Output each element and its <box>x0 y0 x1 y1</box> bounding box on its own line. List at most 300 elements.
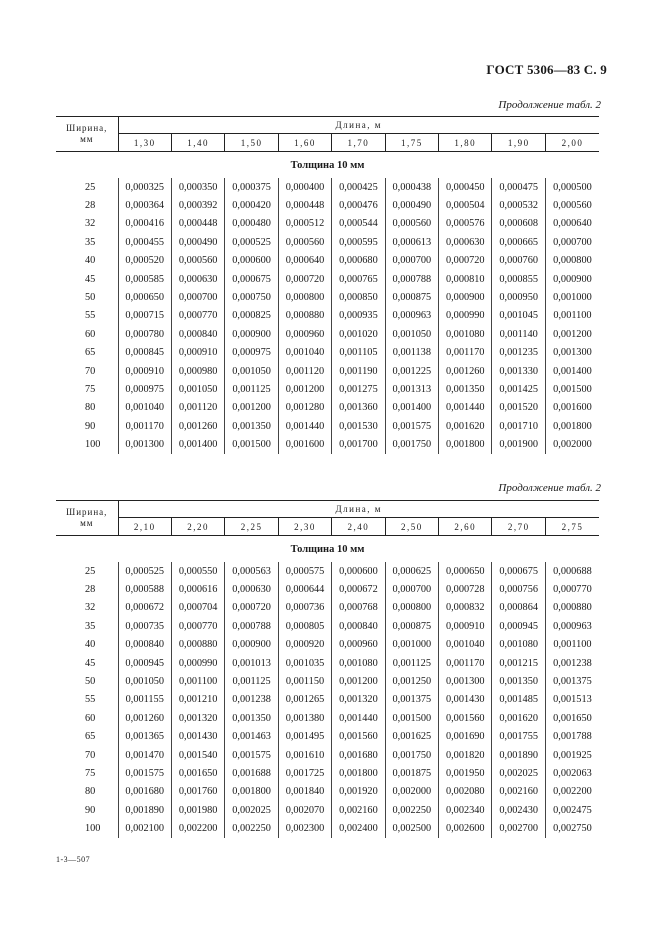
value-cell: 0,001840 <box>278 783 331 801</box>
value-cell: 0,000595 <box>332 233 385 251</box>
value-cell: 0,001050 <box>171 380 224 398</box>
table-row <box>56 728 599 746</box>
table-row <box>56 288 599 306</box>
value-cell: 0,000920 <box>278 636 331 654</box>
value-cell: 0,000490 <box>171 233 224 251</box>
width-cell: 25 <box>85 181 96 193</box>
width-cell: 25 <box>85 565 96 577</box>
value-cell: 0,000650 <box>439 562 492 580</box>
length-value: 2,75 <box>545 518 599 536</box>
table-row <box>56 562 599 580</box>
value-cell: 0,000448 <box>171 215 224 233</box>
value-cell: 0,001250 <box>385 672 438 690</box>
value-cell: 0,001080 <box>439 325 492 343</box>
value-cell: 0,000613 <box>385 233 438 251</box>
value-cell: 0,001215 <box>492 654 545 672</box>
width-cell: 45 <box>85 657 96 669</box>
value-cell: 0,000728 <box>439 580 492 598</box>
value-cell: 0,001170 <box>118 417 171 435</box>
value-cell: 0,001330 <box>492 362 545 380</box>
value-cell: 0,001440 <box>332 709 385 727</box>
value-cell: 0,001100 <box>171 672 224 690</box>
length-value: 1,75 <box>385 134 438 152</box>
value-cell: 0,000864 <box>492 599 545 617</box>
value-cell: 0,000616 <box>171 580 224 598</box>
table-row <box>56 636 599 654</box>
length-value: 2,20 <box>171 518 224 536</box>
value-cell: 0,001875 <box>385 764 438 782</box>
value-cell: 0,000700 <box>385 252 438 270</box>
width-cell: 80 <box>85 402 96 414</box>
value-cell: 0,002160 <box>492 783 545 801</box>
value-cell: 0,000832 <box>439 599 492 617</box>
value-cell: 0,002250 <box>225 819 278 837</box>
width-cell: 75 <box>85 767 96 779</box>
value-cell: 0,000840 <box>332 617 385 635</box>
value-cell: 0,001260 <box>118 709 171 727</box>
width-cell: 35 <box>85 236 96 248</box>
value-cell: 0,001210 <box>171 691 224 709</box>
value-cell: 0,001750 <box>385 746 438 764</box>
value-cell: 0,000600 <box>225 252 278 270</box>
value-cell: 0,000560 <box>171 252 224 270</box>
width-cell: 70 <box>85 749 96 761</box>
value-cell: 0,000768 <box>332 599 385 617</box>
value-cell: 0,001620 <box>439 417 492 435</box>
value-cell: 0,000688 <box>545 562 599 580</box>
weight-table-1 <box>56 116 599 454</box>
value-cell: 0,000880 <box>545 599 599 617</box>
value-cell: 0,001225 <box>385 362 438 380</box>
value-cell: 0,001200 <box>545 325 599 343</box>
value-cell: 0,001950 <box>439 764 492 782</box>
value-cell: 0,000680 <box>332 252 385 270</box>
width-cell: 28 <box>85 584 96 596</box>
value-cell: 0,001350 <box>225 709 278 727</box>
value-cell: 0,001980 <box>171 801 224 819</box>
value-cell: 0,001050 <box>118 672 171 690</box>
value-cell: 0,001800 <box>545 417 599 435</box>
value-cell: 0,000450 <box>439 178 492 196</box>
value-cell: 0,000975 <box>225 344 278 362</box>
table-row <box>56 599 599 617</box>
weight-table-2 <box>56 500 599 838</box>
table-row <box>56 325 599 343</box>
value-cell: 0,001710 <box>492 417 545 435</box>
value-cell: 0,001750 <box>385 435 438 453</box>
value-cell: 0,001125 <box>225 672 278 690</box>
value-cell: 0,000960 <box>332 636 385 654</box>
value-cell: 0,000910 <box>171 344 224 362</box>
value-cell: 0,001105 <box>332 344 385 362</box>
value-cell: 0,000576 <box>439 215 492 233</box>
value-cell: 0,000840 <box>118 636 171 654</box>
value-cell: 0,000672 <box>118 599 171 617</box>
width-cell: 50 <box>85 676 96 688</box>
value-cell: 0,000600 <box>332 562 385 580</box>
value-cell: 0,000880 <box>171 636 224 654</box>
value-cell: 0,000392 <box>171 196 224 214</box>
table-row <box>56 435 599 453</box>
value-cell: 0,000765 <box>332 270 385 288</box>
value-cell: 0,001260 <box>171 417 224 435</box>
value-cell: 0,001600 <box>278 435 331 453</box>
header-row <box>56 501 599 518</box>
value-cell: 0,001300 <box>439 672 492 690</box>
value-cell: 0,001140 <box>492 325 545 343</box>
value-cell: 0,000910 <box>118 362 171 380</box>
table-row <box>56 783 599 801</box>
width-cell: 100 <box>85 823 101 835</box>
value-cell: 0,002200 <box>171 819 224 837</box>
value-cell: 0,000588 <box>118 580 171 598</box>
value-cell: 0,001470 <box>118 746 171 764</box>
value-cell: 0,001820 <box>439 746 492 764</box>
value-cell: 0,000980 <box>171 362 224 380</box>
value-cell: 0,001200 <box>278 380 331 398</box>
value-cell: 0,000448 <box>278 196 331 214</box>
value-cell: 0,000630 <box>171 270 224 288</box>
value-cell: 0,001925 <box>545 746 599 764</box>
value-cell: 0,001575 <box>225 746 278 764</box>
width-cell: 55 <box>85 310 96 322</box>
value-cell: 0,000780 <box>118 325 171 343</box>
value-cell: 0,001900 <box>492 435 545 453</box>
value-cell: 0,000560 <box>385 215 438 233</box>
length-value: 2,25 <box>225 518 278 536</box>
value-cell: 0,001400 <box>545 362 599 380</box>
value-cell: 0,001375 <box>545 672 599 690</box>
value-cell: 0,000563 <box>225 562 278 580</box>
width-cell: 90 <box>85 804 96 816</box>
value-cell: 0,000770 <box>545 580 599 598</box>
value-cell: 0,000585 <box>118 270 171 288</box>
value-cell: 0,001313 <box>385 380 438 398</box>
continuation-caption-1: Продолжение табл. 2 <box>498 99 601 111</box>
table-row <box>56 801 599 819</box>
value-cell: 0,000525 <box>225 233 278 251</box>
length-value: 2,30 <box>278 518 331 536</box>
width-cell: 65 <box>85 347 96 359</box>
value-cell: 0,001200 <box>332 672 385 690</box>
value-cell: 0,000715 <box>118 307 171 325</box>
value-cell: 0,000700 <box>171 288 224 306</box>
width-cell: 28 <box>85 200 96 212</box>
width-cell: 35 <box>85 620 96 632</box>
section-title: Толщина 10 мм <box>290 543 365 555</box>
value-cell: 0,001575 <box>118 764 171 782</box>
width-cell: 65 <box>85 731 96 743</box>
value-cell: 0,001375 <box>385 691 438 709</box>
value-cell: 0,002160 <box>332 801 385 819</box>
value-cell: 0,002700 <box>492 819 545 837</box>
value-cell: 0,000350 <box>171 178 224 196</box>
length-value: 1,30 <box>118 134 171 152</box>
value-cell: 0,001760 <box>171 783 224 801</box>
value-cell: 0,001020 <box>332 325 385 343</box>
value-cell: 0,000490 <box>385 196 438 214</box>
value-cell: 0,001350 <box>225 417 278 435</box>
table-row <box>56 344 599 362</box>
value-cell: 0,001350 <box>492 672 545 690</box>
value-cell: 0,001040 <box>439 636 492 654</box>
value-cell: 0,000630 <box>225 580 278 598</box>
value-cell: 0,002000 <box>545 435 599 453</box>
value-cell: 0,001125 <box>385 654 438 672</box>
value-cell: 0,001680 <box>332 746 385 764</box>
value-cell: 0,001920 <box>332 783 385 801</box>
value-cell: 0,000630 <box>439 233 492 251</box>
value-cell: 0,000675 <box>225 270 278 288</box>
width-cell: 60 <box>85 712 96 724</box>
width-cell: 50 <box>85 292 96 304</box>
value-cell: 0,000963 <box>385 307 438 325</box>
value-cell: 0,002250 <box>385 801 438 819</box>
value-cell: 0,000544 <box>332 215 385 233</box>
table-row <box>56 764 599 782</box>
value-cell: 0,001100 <box>545 636 599 654</box>
value-cell: 0,000788 <box>385 270 438 288</box>
value-cell: 0,001485 <box>492 691 545 709</box>
value-cell: 0,001155 <box>118 691 171 709</box>
value-cell: 0,002063 <box>545 764 599 782</box>
length-value: 1,40 <box>171 134 224 152</box>
value-cell: 0,001150 <box>278 672 331 690</box>
value-cell: 0,000608 <box>492 215 545 233</box>
value-cell: 0,001540 <box>171 746 224 764</box>
value-cell: 0,000945 <box>492 617 545 635</box>
value-cell: 0,001050 <box>225 362 278 380</box>
value-cell: 0,000375 <box>225 178 278 196</box>
value-cell: 0,000560 <box>278 233 331 251</box>
length-value: 1,60 <box>278 134 331 152</box>
table-row <box>56 196 599 214</box>
length-header: Длина, м <box>118 117 599 134</box>
value-cell: 0,001120 <box>278 362 331 380</box>
value-cell: 0,000825 <box>225 307 278 325</box>
value-cell: 0,001440 <box>278 417 331 435</box>
value-cell: 0,002750 <box>545 819 599 837</box>
value-cell: 0,001035 <box>278 654 331 672</box>
table-row <box>56 362 599 380</box>
length-value: 2,70 <box>492 518 545 536</box>
value-cell: 0,000850 <box>332 288 385 306</box>
value-cell: 0,001138 <box>385 344 438 362</box>
value-cell: 0,000900 <box>225 636 278 654</box>
value-cell: 0,000975 <box>118 380 171 398</box>
value-cell: 0,000855 <box>492 270 545 288</box>
value-cell: 0,001788 <box>545 728 599 746</box>
value-cell: 0,001260 <box>439 362 492 380</box>
value-cell: 0,000950 <box>492 288 545 306</box>
width-cell: 80 <box>85 786 96 798</box>
value-cell: 0,000475 <box>492 178 545 196</box>
value-cell: 0,000650 <box>118 288 171 306</box>
value-cell: 0,001265 <box>278 691 331 709</box>
value-cell: 0,000625 <box>385 562 438 580</box>
value-cell: 0,000990 <box>171 654 224 672</box>
length-value: 2,10 <box>118 518 171 536</box>
value-cell: 0,002400 <box>332 819 385 837</box>
length-header: Длина, м <box>118 501 599 518</box>
table-row <box>56 819 599 837</box>
value-cell: 0,001300 <box>545 344 599 362</box>
value-cell: 0,000720 <box>439 252 492 270</box>
width-cell: 55 <box>85 694 96 706</box>
value-cell: 0,000704 <box>171 599 224 617</box>
value-cell: 0,000960 <box>278 325 331 343</box>
table-row <box>56 307 599 325</box>
value-cell: 0,000880 <box>278 307 331 325</box>
width-cell: 32 <box>85 218 96 230</box>
value-cell: 0,000532 <box>492 196 545 214</box>
table-row <box>56 691 599 709</box>
width-header <box>56 501 118 536</box>
value-cell: 0,000500 <box>545 178 599 196</box>
value-cell: 0,001360 <box>332 399 385 417</box>
value-cell: 0,001650 <box>171 764 224 782</box>
width-header-unit: мм <box>80 134 94 144</box>
value-cell: 0,001430 <box>439 691 492 709</box>
value-cell: 0,001280 <box>278 399 331 417</box>
value-cell: 0,001380 <box>278 709 331 727</box>
value-cell: 0,002100 <box>118 819 171 837</box>
value-cell: 0,002340 <box>439 801 492 819</box>
table-row <box>56 178 599 196</box>
value-cell: 0,001800 <box>225 783 278 801</box>
value-cell: 0,001320 <box>171 709 224 727</box>
table-row <box>56 746 599 764</box>
value-cell: 0,000875 <box>385 617 438 635</box>
length-value: 1,50 <box>225 134 278 152</box>
value-cell: 0,000840 <box>171 325 224 343</box>
value-cell: 0,001430 <box>171 728 224 746</box>
value-cell: 0,000720 <box>225 599 278 617</box>
value-cell: 0,001600 <box>545 399 599 417</box>
width-header-label: Ширина, <box>66 123 108 133</box>
value-cell: 0,001400 <box>171 435 224 453</box>
width-cell: 100 <box>85 439 101 451</box>
value-cell: 0,000476 <box>332 196 385 214</box>
value-cell: 0,001500 <box>385 709 438 727</box>
value-cell: 0,000770 <box>171 307 224 325</box>
value-cell: 0,001013 <box>225 654 278 672</box>
table-row <box>56 380 599 398</box>
value-cell: 0,001045 <box>492 307 545 325</box>
section-row <box>56 152 599 179</box>
value-cell: 0,001530 <box>332 417 385 435</box>
page-footer-code: 1-3—507 <box>56 855 91 864</box>
length-value: 2,60 <box>439 518 492 536</box>
value-cell: 0,001080 <box>492 636 545 654</box>
value-cell: 0,000720 <box>278 270 331 288</box>
value-cell: 0,000640 <box>545 215 599 233</box>
value-cell: 0,000900 <box>545 270 599 288</box>
width-cell: 90 <box>85 420 96 432</box>
width-cell: 70 <box>85 365 96 377</box>
value-cell: 0,001100 <box>545 307 599 325</box>
value-cell: 0,001620 <box>492 709 545 727</box>
value-cell: 0,001170 <box>439 344 492 362</box>
value-cell: 0,000875 <box>385 288 438 306</box>
value-cell: 0,001700 <box>332 435 385 453</box>
value-cell: 0,000665 <box>492 233 545 251</box>
value-cell: 0,000900 <box>225 325 278 343</box>
value-cell: 0,001650 <box>545 709 599 727</box>
width-cell: 40 <box>85 255 96 267</box>
width-cell: 40 <box>85 639 96 651</box>
value-cell: 0,000364 <box>118 196 171 214</box>
page-header: ГОСТ 5306—83 С. 9 <box>486 62 607 77</box>
value-cell: 0,001890 <box>492 746 545 764</box>
value-cell: 0,000325 <box>118 178 171 196</box>
value-cell: 0,001040 <box>278 344 331 362</box>
width-cell: 32 <box>85 602 96 614</box>
value-cell: 0,001300 <box>118 435 171 453</box>
width-cell: 45 <box>85 273 96 285</box>
value-cell: 0,002200 <box>545 783 599 801</box>
value-cell: 0,001120 <box>171 399 224 417</box>
value-cell: 0,001625 <box>385 728 438 746</box>
value-cell: 0,001560 <box>439 709 492 727</box>
value-cell: 0,002025 <box>225 801 278 819</box>
table-row <box>56 215 599 233</box>
table-row <box>56 617 599 635</box>
value-cell: 0,001200 <box>225 399 278 417</box>
table-row <box>56 654 599 672</box>
value-cell: 0,000455 <box>118 233 171 251</box>
value-cell: 0,000805 <box>278 617 331 635</box>
value-cell: 0,000550 <box>171 562 224 580</box>
value-cell: 0,000910 <box>439 617 492 635</box>
value-cell: 0,002000 <box>385 783 438 801</box>
value-cell: 0,001400 <box>385 399 438 417</box>
value-cell: 0,002070 <box>278 801 331 819</box>
value-cell: 0,002300 <box>278 819 331 837</box>
value-cell: 0,000760 <box>492 252 545 270</box>
value-cell: 0,000416 <box>118 215 171 233</box>
value-cell: 0,000750 <box>225 288 278 306</box>
value-cell: 0,002430 <box>492 801 545 819</box>
value-cell: 0,001000 <box>385 636 438 654</box>
width-cell: 75 <box>85 383 96 395</box>
value-cell: 0,000945 <box>118 654 171 672</box>
value-cell: 0,001800 <box>332 764 385 782</box>
value-cell: 0,001365 <box>118 728 171 746</box>
value-cell: 0,000800 <box>385 599 438 617</box>
table-row <box>56 252 599 270</box>
value-cell: 0,001040 <box>118 399 171 417</box>
length-values-row <box>56 134 599 152</box>
value-cell: 0,001080 <box>332 654 385 672</box>
value-cell: 0,000520 <box>118 252 171 270</box>
continuation-caption-2: Продолжение табл. 2 <box>498 482 601 494</box>
value-cell: 0,002475 <box>545 801 599 819</box>
table-row <box>56 270 599 288</box>
value-cell: 0,000800 <box>545 252 599 270</box>
value-cell: 0,001050 <box>385 325 438 343</box>
value-cell: 0,002025 <box>492 764 545 782</box>
value-cell: 0,001688 <box>225 764 278 782</box>
value-cell: 0,000736 <box>278 599 331 617</box>
table-row <box>56 580 599 598</box>
value-cell: 0,000788 <box>225 617 278 635</box>
length-value: 2,40 <box>332 518 385 536</box>
value-cell: 0,001755 <box>492 728 545 746</box>
value-cell: 0,001320 <box>332 691 385 709</box>
value-cell: 0,000735 <box>118 617 171 635</box>
value-cell: 0,000900 <box>439 288 492 306</box>
